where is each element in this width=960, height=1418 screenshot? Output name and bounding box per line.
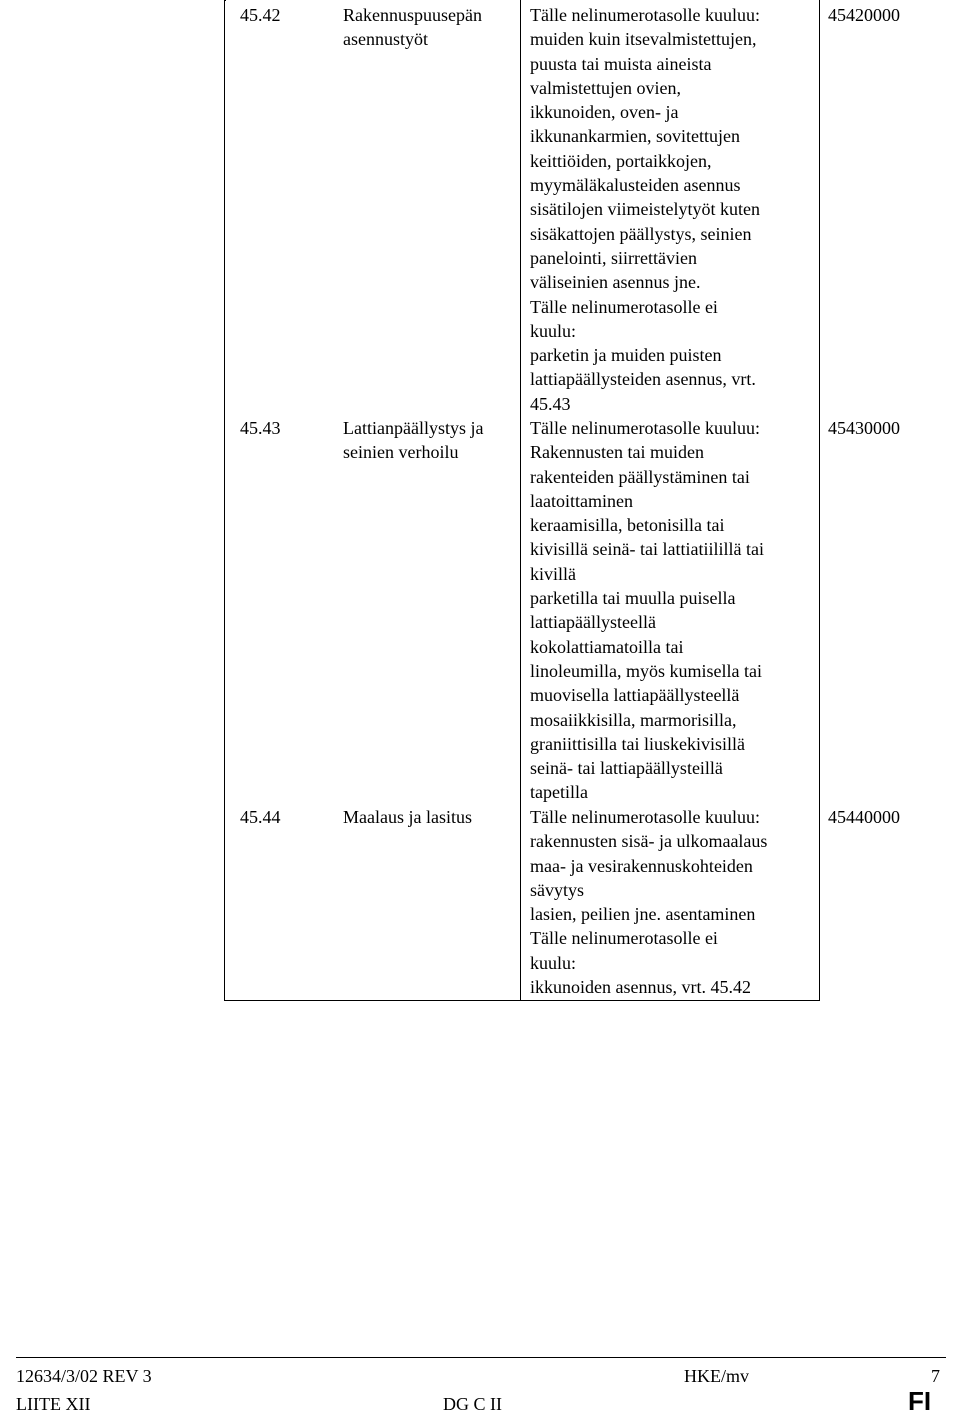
description-line: graniittisilla tai liuskekivisillä (530, 733, 745, 754)
footer-annex: LIITE XII (16, 1394, 91, 1414)
footer-dg: DG C II (443, 1394, 502, 1414)
description-line: rakenteiden päällystäminen tai (530, 466, 750, 487)
description-line: lattiapäällysteellä (530, 612, 656, 633)
class-code: 45.42 (240, 5, 281, 25)
description-line: ikkunoiden asennus, vrt. 45.42 (530, 977, 751, 998)
description-line: kuulu: (530, 952, 577, 973)
description-line: ikkunoiden, oven- ja (530, 102, 679, 123)
description-line: kivillä (530, 563, 576, 584)
description-line: kivisillä seinä- tai lattiatiilillä tai (530, 539, 764, 560)
class-code: 45.43 (240, 418, 281, 438)
footer-initials: HKE/mv (684, 1366, 749, 1386)
class-title-line: Lattianpäällystys ja (343, 418, 484, 438)
class-title-line: Maalaus ja lasitus (343, 807, 472, 827)
class-code: 45.44 (240, 807, 281, 827)
description-line: tapetilla (530, 782, 588, 803)
footer-rule (16, 1357, 946, 1358)
description-line: lasien, peilien jne. asentaminen (530, 904, 756, 925)
class-title (343, 805, 472, 829)
class-title-line: seinien verhoilu (343, 442, 459, 463)
description-line: puusta tai muista aineista (530, 53, 712, 74)
cpa-code: 45420000 (828, 5, 900, 25)
description-line: rakennusten sisä- ja ulkomaalaus (530, 831, 768, 852)
description-line: sävytys (530, 879, 584, 900)
class-title (343, 3, 482, 52)
description-line: parketin ja muiden puisten (530, 345, 722, 366)
description-line: keraamisilla, betonisilla tai (530, 515, 725, 536)
cpa-code: 45440000 (828, 807, 900, 827)
footer-page-number: 7 (931, 1366, 940, 1386)
description-line: Tälle nelinumerotasolle ei (530, 928, 718, 949)
description-line: muiden kuin itsevalmistettujen, (530, 29, 757, 50)
description-line: linoleumilla, myös kumisella tai (530, 660, 762, 681)
footer-language-code: FI (908, 1386, 932, 1416)
description-line: maa- ja vesirakennuskohteiden (530, 855, 753, 876)
description-line: mosaiikkisilla, marmorisilla, (530, 709, 737, 730)
description-line: panelointi, siirrettävien (530, 247, 697, 268)
description-line: keittiöiden, portaikkojen, (530, 150, 712, 171)
table-column-divider (819, 0, 820, 1001)
table-column-divider (520, 0, 521, 1001)
description-line: kuulu: (530, 320, 577, 341)
description-line: sisäkattojen päällystys, seinien (530, 223, 752, 244)
description-line: Rakennusten tai muiden (530, 442, 704, 463)
description-line: sisätilojen viimeistelytyöt kuten (530, 199, 760, 220)
cpa-code: 45430000 (828, 418, 900, 438)
description-line: ikkunankarmien, sovitettujen (530, 126, 740, 147)
class-description (530, 3, 760, 416)
description-line: 45.43 (530, 393, 571, 414)
description-line: lattiapäällysteiden asennus, vrt. (530, 369, 756, 390)
description-line: Tälle nelinumerotasolle ei (530, 296, 718, 317)
description-line: Tälle nelinumerotasolle kuuluu: (530, 807, 760, 827)
description-line: muovisella lattiapäällysteellä (530, 685, 740, 706)
class-description (530, 416, 764, 805)
description-line: parketilla tai muulla puisella (530, 588, 736, 609)
description-line: valmistettujen ovien, (530, 77, 681, 98)
description-line: myymäläkalusteiden asennus (530, 175, 741, 196)
description-line: seinä- tai lattiapäällysteillä (530, 758, 723, 779)
description-line: Tälle nelinumerotasolle kuuluu: (530, 5, 760, 25)
class-description (530, 805, 767, 999)
class-title-line: Rakennuspuusepän (343, 5, 482, 25)
description-line: laatoittaminen (530, 490, 633, 511)
description-line: väliseinien asennus jne. (530, 272, 701, 293)
footer-doc-ref: 12634/3/02 REV 3 (16, 1366, 152, 1386)
class-title-line: asennustyöt (343, 29, 428, 50)
description-line: Tälle nelinumerotasolle kuuluu: (530, 418, 760, 438)
table-left-border (224, 0, 225, 1001)
table-bottom-border (224, 1000, 820, 1001)
class-title (343, 416, 483, 465)
description-line: kokolattiamatoilla tai (530, 636, 684, 657)
